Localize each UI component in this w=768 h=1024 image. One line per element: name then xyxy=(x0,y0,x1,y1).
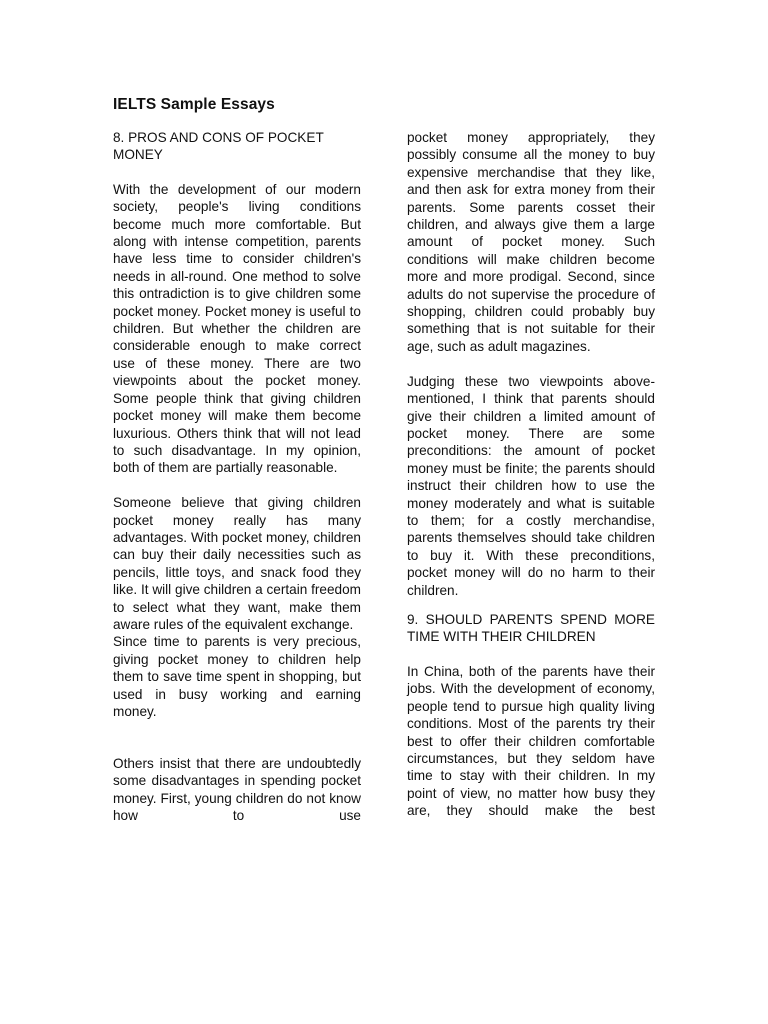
essay-8-paragraph-4: Others insist that there are undoubtedly some disadvantages in spending pocket money. First, young children do not know how to use xyxy=(113,756,361,824)
left-column xyxy=(113,129,361,825)
essay-8-paragraph-1: With the development of our modern society, people's living conditions become much more comfortable. But along with intense competition, parents have less time to consider children's needs in all-round. One method to solve this ontradiction is to give children some pocket money. Pocket money is useful to children. But whether the children are considerable enough to make correct use of these money. There are two viewpoints about the pocket money. Some people think that giving children pocket money will make them become luxurious. Others think that will not lead to such disadvantage. In my opinion, both of them are partially reasonable. xyxy=(113,181,361,476)
right-column xyxy=(407,129,655,820)
essay-8-paragraph-2: Someone believe that giving children pocket money really has many advantages. With pocket money, children can buy their daily necessities such as pencils, little toys, and snack food they like. It will give children a certain freedom to select what they want, make them aware rules of the equivalent exchange. xyxy=(113,495,361,633)
essay-8-paragraph-3: Since time to parents is very precious, giving pocket money to children help them to save time spent in shopping, but used in busy working and earning money. xyxy=(113,634,361,720)
essay-9-heading: 9. SHOULD PARENTS SPEND MORE TIME WITH THEIR CHILDREN xyxy=(407,612,655,645)
document-title: IELTS Sample Essays xyxy=(113,96,275,113)
essay-8-paragraph-4-continued: pocket money appropriately, they possibly consume all the money to buy expensive merchandise that they like, and then ask for extra money from their parents. Some parents cosset their children, and always give them a large amount of pocket money. Such conditions will make children become more and more prodigal. Second, since adults do not supervise the procedure of shopping, children could probably buy something that is not suitable for their age, such as adult magazines. xyxy=(407,130,655,354)
essay-8-paragraph-5: Judging these two viewpoints above-mentioned, I think that parents should give their children a limited amount of pocket money. There are some preconditions: the amount of pocket money must be finite; the parents should instruct their children how to use the money moderately and what is suitable to them; for a costly merchandise, parents themselves should take children to buy it. With these preconditions, pocket money will do no harm to their children. xyxy=(407,373,655,598)
essay-9-paragraph-1: In China, both of the parents have their jobs. With the development of economy, people tend to pursue high quality living conditions. Most of the parents try their best to offer their children comfortable circumstances, but they seldom have time to stay with their children. In my point of view, no matter how busy they are, they should make the best xyxy=(407,663,655,819)
essay-8-heading: 8. PROS AND CONS OF POCKET MONEY xyxy=(113,130,324,163)
